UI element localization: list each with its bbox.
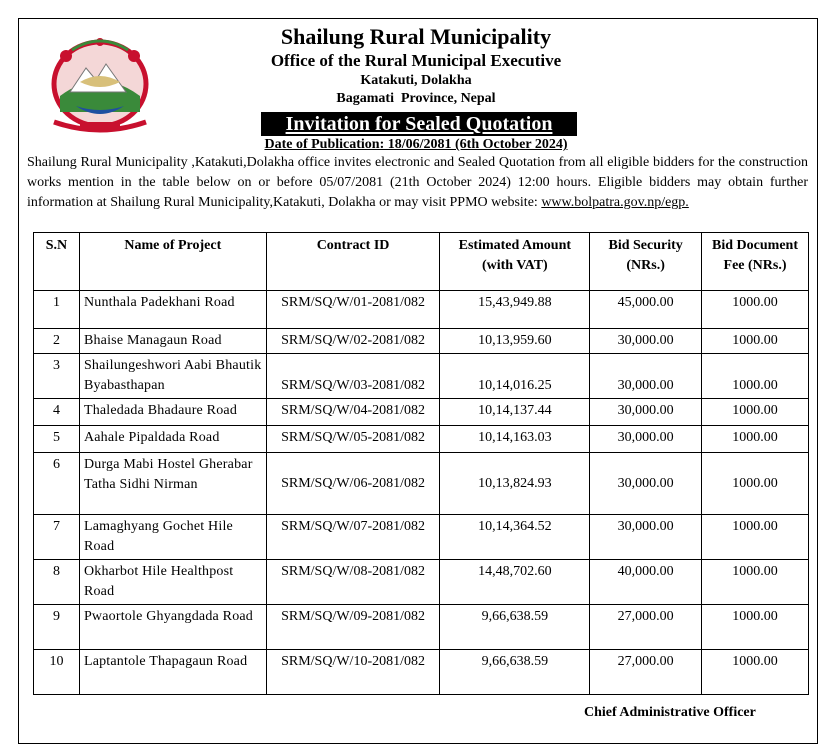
cell-sn: 3 [34, 354, 80, 399]
cell-bid-fee: 1000.00 [702, 291, 809, 329]
cell-bid-security: 30,000.00 [590, 329, 702, 354]
cell-bid-fee: 1000.00 [702, 560, 809, 605]
cell-bid-security: 30,000.00 [590, 426, 702, 453]
cell-sn: 5 [34, 426, 80, 453]
cell-project-name: Bhaise Managaun Road [79, 329, 266, 354]
cell-bid-security: 30,000.00 [590, 515, 702, 560]
cell-contract-id: SRM/SQ/W/06-2081/082 [266, 453, 440, 515]
cell-contract-id: SRM/SQ/W/01-2081/082 [266, 291, 440, 329]
publication-date: Date of Publication: 18/06/2081 (6th October 2024) [264, 137, 568, 152]
cell-estimated-amount: 10,14,163.03 [440, 426, 590, 453]
cell-estimated-amount: 10,13,959.60 [440, 329, 590, 354]
cell-sn: 2 [34, 329, 80, 354]
cell-project-name: Thaledada Bhadaure Road [79, 399, 266, 426]
cell-project-name: Durga Mabi Hostel Gherabar Tatha Sidhi Nirman [79, 453, 266, 515]
location-line: Katakuti, Dolakha [360, 73, 472, 88]
cell-sn: 9 [34, 605, 80, 650]
cell-contract-id: SRM/SQ/W/03-2081/082 [266, 354, 440, 399]
cell-bid-security: 30,000.00 [590, 354, 702, 399]
intro-text: Shailung Rural Municipality ,Katakuti,Dolakha office invites electronic and Sealed Quotation from all eligible bidders for the construction works mention in the table below on or before 05/07/2081 (21th October 2024) 12:00 hours. Eligible bidders may obtain further information at Shailung Rural Municipality,Katakuti, Dolakha or may visit PPMO website: [27, 155, 808, 210]
cell-sn: 6 [34, 453, 80, 515]
table-row [34, 453, 809, 515]
projects-table [33, 232, 809, 695]
cell-bid-fee: 1000.00 [702, 426, 809, 453]
notice-title: Invitation for Sealed Quotation [261, 112, 577, 136]
cell-bid-security: 27,000.00 [590, 650, 702, 695]
signatory: Chief Administrative Officer [584, 705, 756, 720]
cell-project-name: Nunthala Padekhani Road [79, 291, 266, 329]
cell-sn: 7 [34, 515, 80, 560]
cell-bid-security: 30,000.00 [590, 453, 702, 515]
cell-estimated-amount: 10,14,016.25 [440, 354, 590, 399]
cell-sn: 1 [34, 291, 80, 329]
cell-contract-id: SRM/SQ/W/08-2081/082 [266, 560, 440, 605]
cell-contract-id: SRM/SQ/W/05-2081/082 [266, 426, 440, 453]
cell-bid-security: 45,000.00 [590, 291, 702, 329]
cell-bid-fee: 1000.00 [702, 650, 809, 695]
cell-bid-security: 40,000.00 [590, 560, 702, 605]
cell-contract-id: SRM/SQ/W/02-2081/082 [266, 329, 440, 354]
table-row [34, 354, 809, 399]
table-row [34, 426, 809, 453]
table-row [34, 605, 809, 650]
table-row [34, 650, 809, 695]
cell-bid-fee: 1000.00 [702, 515, 809, 560]
table-row [34, 560, 809, 605]
cell-bid-fee: 1000.00 [702, 605, 809, 650]
intro-paragraph [27, 153, 808, 213]
cell-bid-fee: 1000.00 [702, 399, 809, 426]
cell-estimated-amount: 9,66,638.59 [440, 650, 590, 695]
table-row [34, 329, 809, 354]
cell-bid-fee: 1000.00 [702, 329, 809, 354]
table-row [34, 515, 809, 560]
table-row [34, 291, 809, 329]
cell-estimated-amount: 9,66,638.59 [440, 605, 590, 650]
col-sn: S.N [34, 233, 80, 291]
cell-estimated-amount: 15,43,949.88 [440, 291, 590, 329]
cell-contract-id: SRM/SQ/W/04-2081/082 [266, 399, 440, 426]
cell-project-name: Lamaghyang Gochet Hile Road [79, 515, 266, 560]
cell-sn: 4 [34, 399, 80, 426]
cell-project-name: Aahale Pipaldada Road [79, 426, 266, 453]
cell-estimated-amount: 14,48,702.60 [440, 560, 590, 605]
col-project-name: Name of Project [79, 233, 266, 291]
cell-project-name: Shailungeshwori Aabi Bhautik Byabasthapan [79, 354, 266, 399]
cell-estimated-amount: 10,14,364.52 [440, 515, 590, 560]
cell-project-name: Pwaortole Ghyangdada Road [79, 605, 266, 650]
office-title: Office of the Rural Municipal Executive [270, 51, 562, 70]
cell-bid-fee: 1000.00 [702, 354, 809, 399]
table-row [34, 399, 809, 426]
cell-bid-fee: 1000.00 [702, 453, 809, 515]
table-header-row [34, 233, 809, 291]
cell-estimated-amount: 10,14,137.44 [440, 399, 590, 426]
col-estimated-amount: Estimated Amount (with VAT) [440, 233, 590, 291]
cell-contract-id: SRM/SQ/W/07-2081/082 [266, 515, 440, 560]
cell-sn: 8 [34, 560, 80, 605]
cell-project-name: Okharbot Hile Healthpost Road [79, 560, 266, 605]
province-line: Bagamati Province, Nepal [336, 91, 496, 106]
ppmo-website-link[interactable]: www.bolpatra.gov.np/egp. [541, 195, 689, 210]
cell-bid-security: 27,000.00 [590, 605, 702, 650]
col-bid-security: Bid Security (NRs.) [590, 233, 702, 291]
cell-contract-id: SRM/SQ/W/10-2081/082 [266, 650, 440, 695]
cell-project-name: Laptantole Thapagaun Road [79, 650, 266, 695]
cell-estimated-amount: 10,13,824.93 [440, 453, 590, 515]
cell-bid-security: 30,000.00 [590, 399, 702, 426]
col-contract-id: Contract ID [266, 233, 440, 291]
col-bid-fee: Bid Document Fee (NRs.) [702, 233, 809, 291]
municipality-title: Shailung Rural Municipality [280, 24, 552, 49]
cell-contract-id: SRM/SQ/W/09-2081/082 [266, 605, 440, 650]
cell-sn: 10 [34, 650, 80, 695]
